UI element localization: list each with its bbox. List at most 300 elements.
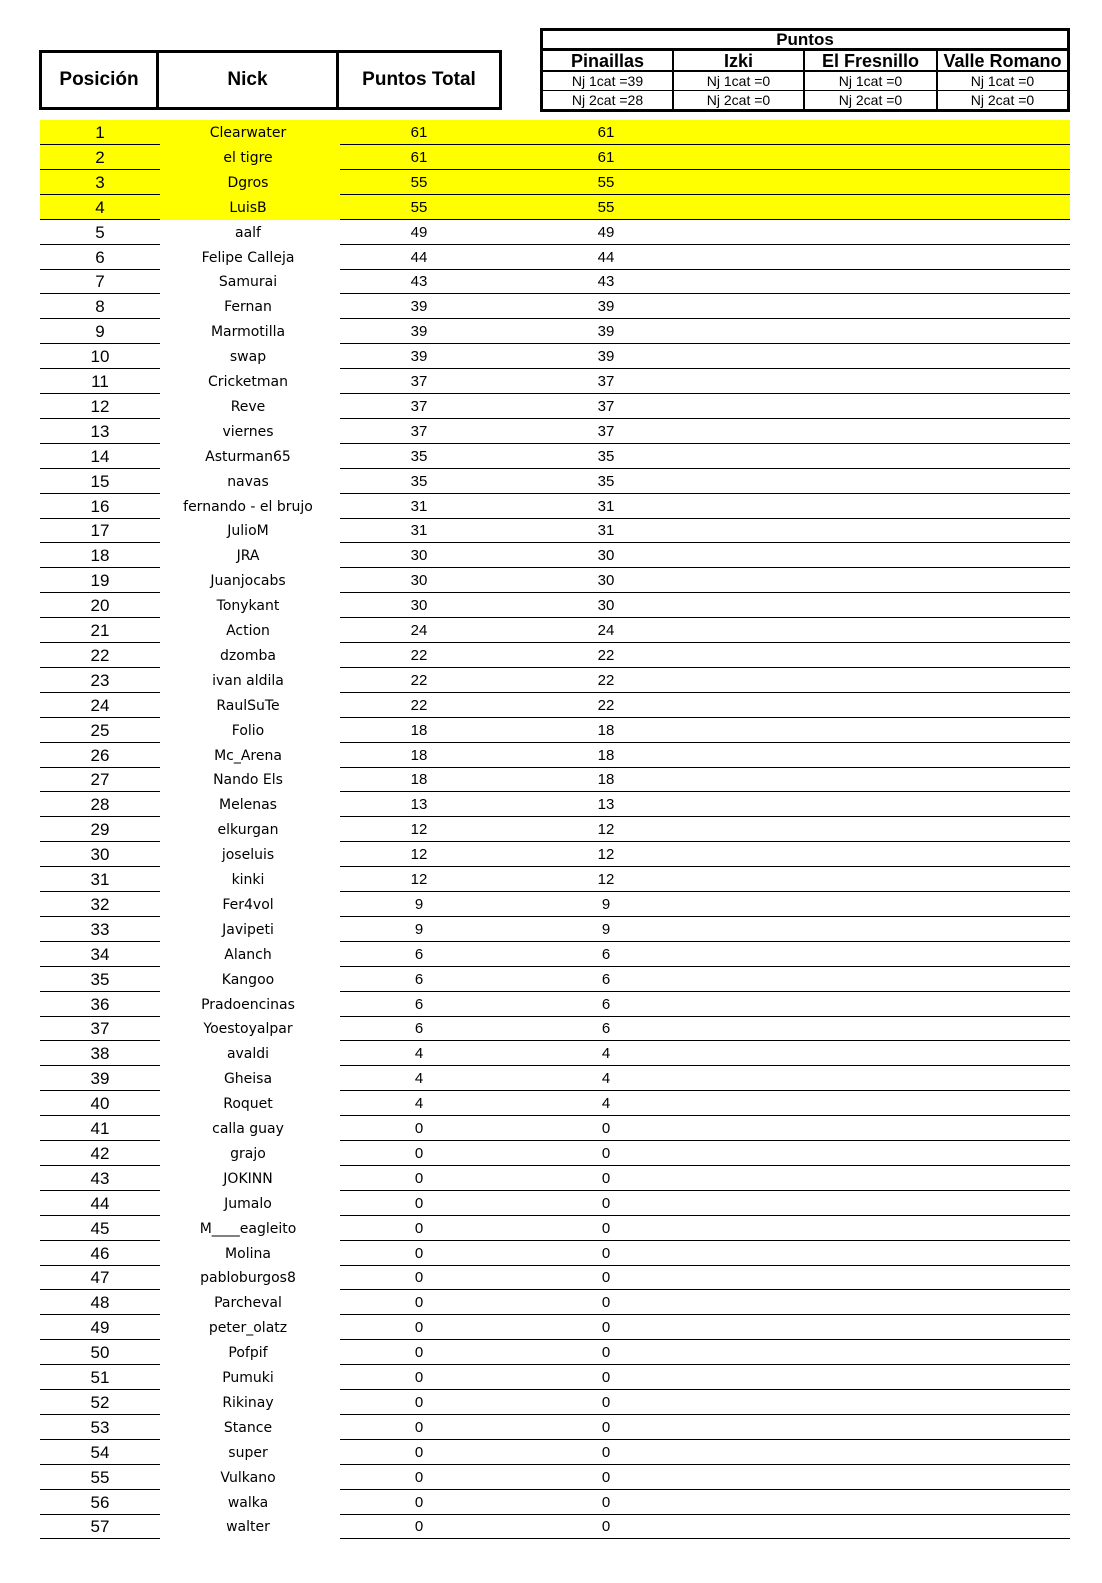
puntos-total-cell: 0 bbox=[414, 1344, 424, 1362]
puntos-total-cell: 37 bbox=[410, 422, 428, 440]
pinaillas-cell: 55 bbox=[597, 198, 615, 216]
puntos-total-cell: 30 bbox=[410, 547, 428, 565]
nick-cell: kinki bbox=[231, 872, 265, 888]
position-cell: 3 bbox=[95, 172, 105, 192]
venue-nj-2cat: Nj 2cat =28 bbox=[571, 92, 644, 108]
venue-name: Valle Romano bbox=[938, 51, 1067, 72]
puntos-total-cell: 0 bbox=[414, 1443, 424, 1461]
venue-izki bbox=[672, 51, 803, 109]
pinaillas-cell: 0 bbox=[601, 1493, 611, 1511]
nick-cell: Gheisa bbox=[223, 1071, 273, 1088]
position-cell: 5 bbox=[95, 222, 105, 242]
position-cell: 16 bbox=[90, 496, 110, 516]
pinaillas-cell: 18 bbox=[597, 721, 615, 739]
table-row bbox=[0, 1116, 1102, 1141]
position-cell: 28 bbox=[90, 795, 110, 815]
nick-cell: walka bbox=[227, 1494, 269, 1511]
position-cell: 47 bbox=[90, 1268, 110, 1288]
position-cell: 50 bbox=[90, 1343, 110, 1363]
nick-cell: Nando Els bbox=[213, 772, 283, 789]
nick-cell: Stance bbox=[223, 1419, 273, 1436]
position-cell: 44 bbox=[90, 1193, 110, 1213]
venue-nj-1cat: Nj 1cat =0 bbox=[674, 72, 803, 91]
nick-cell: Fer4vol bbox=[222, 896, 274, 913]
table-row bbox=[0, 1290, 1102, 1315]
puntos-total-cell: 22 bbox=[410, 646, 428, 664]
nick-cell: Alanch bbox=[224, 946, 272, 963]
venue-nj-2cat: Nj 2cat =0 bbox=[706, 92, 771, 108]
pinaillas-cell: 24 bbox=[597, 622, 615, 639]
puntos-total-cell: 0 bbox=[414, 1493, 424, 1511]
puntos-total-cell: 0 bbox=[414, 1169, 424, 1187]
table-row bbox=[0, 817, 1102, 842]
puntos-total-cell: 22 bbox=[410, 696, 428, 714]
puntos-total-cell: 9 bbox=[414, 895, 424, 913]
nick-cell: LuisB bbox=[229, 199, 267, 216]
puntos-total-cell: 0 bbox=[414, 1518, 424, 1536]
nick-cell: joseluis bbox=[221, 847, 275, 864]
puntos-total-cell: 0 bbox=[414, 1393, 424, 1411]
puntos-total-cell: 24 bbox=[410, 622, 428, 639]
position-cell: 49 bbox=[90, 1318, 110, 1338]
position-cell: 1 bbox=[95, 123, 105, 142]
nick-cell: Dgros bbox=[227, 174, 269, 191]
nick-cell: calla guay bbox=[212, 1121, 284, 1137]
position-cell: 7 bbox=[95, 272, 105, 292]
nick-cell: Reve bbox=[230, 398, 266, 415]
puntos-total-cell: 0 bbox=[414, 1468, 424, 1486]
nick-cell: Pradoencinas bbox=[201, 996, 295, 1013]
table-row bbox=[0, 917, 1102, 942]
table-row bbox=[0, 1016, 1102, 1041]
puntos-total-cell: 0 bbox=[414, 1219, 424, 1237]
pinaillas-cell: 43 bbox=[597, 273, 615, 291]
position-cell: 19 bbox=[90, 571, 110, 591]
pinaillas-cell: 37 bbox=[597, 397, 615, 415]
puntos-total-cell: 0 bbox=[414, 1120, 424, 1137]
nick-cell: el tigre bbox=[223, 149, 273, 166]
position-cell: 54 bbox=[90, 1442, 110, 1462]
position-cell: 4 bbox=[95, 197, 105, 217]
puntos-total-cell: 4 bbox=[414, 1095, 424, 1113]
position-cell: 10 bbox=[90, 347, 110, 367]
pinaillas-cell: 0 bbox=[601, 1219, 611, 1237]
nick-cell: Vulkano bbox=[220, 1469, 276, 1486]
table-row bbox=[0, 743, 1102, 768]
position-cell: 45 bbox=[90, 1218, 110, 1238]
header-puntos-total: Puntos Total bbox=[336, 50, 502, 110]
nick-cell: aalf bbox=[235, 224, 261, 241]
table-row bbox=[0, 369, 1102, 394]
pinaillas-cell: 39 bbox=[597, 348, 615, 366]
table-row bbox=[0, 1066, 1102, 1091]
position-cell: 25 bbox=[90, 720, 110, 740]
nick-cell: Kangoo bbox=[221, 971, 275, 988]
position-cell: 56 bbox=[90, 1492, 110, 1512]
position-cell: 39 bbox=[90, 1069, 110, 1089]
pinaillas-cell: 0 bbox=[601, 1319, 611, 1337]
puntos-total-cell: 0 bbox=[414, 1244, 424, 1262]
pinaillas-cell: 0 bbox=[601, 1294, 611, 1312]
puntos-total-cell: 61 bbox=[410, 124, 428, 141]
position-cell: 21 bbox=[90, 621, 110, 640]
pinaillas-cell: 0 bbox=[601, 1120, 611, 1137]
pinaillas-cell: 6 bbox=[601, 945, 611, 963]
nick-cell: Fernan bbox=[224, 299, 272, 316]
table-row bbox=[0, 1315, 1102, 1340]
pinaillas-cell: 22 bbox=[597, 671, 615, 689]
nick-cell: JulioM bbox=[227, 523, 269, 540]
pinaillas-cell: 30 bbox=[597, 572, 615, 590]
position-cell: 57 bbox=[90, 1517, 110, 1537]
table-row bbox=[0, 842, 1102, 867]
puntos-header bbox=[540, 28, 1070, 112]
table-row bbox=[0, 1191, 1102, 1216]
position-cell: 40 bbox=[90, 1094, 110, 1114]
position-cell: 42 bbox=[90, 1143, 110, 1163]
table-row bbox=[0, 220, 1102, 245]
table-row bbox=[0, 1216, 1102, 1241]
nick-cell: Marmotilla bbox=[210, 324, 286, 341]
nick-cell: Pofpif bbox=[228, 1345, 268, 1362]
table-row bbox=[0, 245, 1102, 270]
pinaillas-cell: 4 bbox=[601, 1070, 611, 1088]
pinaillas-cell: 0 bbox=[601, 1418, 611, 1436]
table-row bbox=[0, 593, 1102, 618]
table-row bbox=[0, 792, 1102, 817]
pinaillas-cell: 0 bbox=[601, 1169, 611, 1187]
position-cell: 13 bbox=[90, 421, 110, 441]
pinaillas-cell: 37 bbox=[597, 373, 615, 390]
pinaillas-cell: 6 bbox=[601, 970, 611, 988]
pinaillas-cell: 0 bbox=[601, 1144, 611, 1162]
table-row bbox=[0, 767, 1102, 792]
pinaillas-cell: 22 bbox=[597, 646, 615, 664]
puntos-total-cell: 22 bbox=[410, 671, 428, 689]
table-row bbox=[0, 1390, 1102, 1415]
position-cell: 43 bbox=[90, 1168, 110, 1188]
puntos-total-cell: 4 bbox=[414, 1045, 424, 1063]
table-row bbox=[0, 1340, 1102, 1365]
position-cell: 22 bbox=[90, 645, 110, 665]
pinaillas-cell: 0 bbox=[601, 1194, 611, 1212]
table-row bbox=[0, 518, 1102, 543]
nick-cell: Molina bbox=[225, 1245, 271, 1262]
nick-cell: Parcheval bbox=[214, 1295, 282, 1312]
table-row bbox=[0, 1440, 1102, 1465]
pinaillas-cell: 35 bbox=[597, 472, 615, 490]
table-row bbox=[0, 942, 1102, 967]
venue-el-fresnillo bbox=[803, 51, 936, 109]
nick-cell: ivan aldila bbox=[212, 672, 284, 689]
nick-cell: pabloburgos8 bbox=[200, 1270, 296, 1287]
table-row bbox=[0, 494, 1102, 519]
position-cell: 36 bbox=[90, 994, 110, 1014]
puntos-total-cell: 31 bbox=[410, 497, 428, 515]
nick-cell: Felipe Calleja bbox=[201, 249, 295, 266]
table-row bbox=[0, 444, 1102, 469]
table-row bbox=[0, 543, 1102, 568]
puntos-total-cell: 6 bbox=[414, 970, 424, 988]
pinaillas-cell: 0 bbox=[601, 1244, 611, 1262]
nick-cell: Mc_Arena bbox=[214, 747, 282, 764]
pinaillas-cell: 31 bbox=[597, 522, 615, 540]
nick-cell: Samurai bbox=[218, 274, 278, 291]
position-cell: 34 bbox=[90, 944, 110, 964]
pinaillas-cell: 55 bbox=[597, 173, 615, 191]
puntos-total-cell: 55 bbox=[410, 198, 428, 216]
table-row bbox=[0, 269, 1102, 294]
puntos-total-cell: 18 bbox=[410, 771, 428, 789]
table-row bbox=[0, 294, 1102, 319]
pinaillas-cell: 61 bbox=[597, 148, 615, 166]
position-cell: 17 bbox=[90, 521, 110, 541]
position-cell: 20 bbox=[90, 596, 110, 616]
table-row bbox=[0, 867, 1102, 892]
position-cell: 9 bbox=[95, 322, 105, 342]
table-row bbox=[0, 892, 1102, 917]
pinaillas-cell: 30 bbox=[597, 547, 615, 565]
venue-name: El Fresnillo bbox=[805, 51, 936, 72]
puntos-total-cell: 0 bbox=[414, 1269, 424, 1287]
nick-cell: Melenas bbox=[219, 797, 277, 814]
position-cell: 12 bbox=[90, 396, 110, 416]
puntos-total-cell: 39 bbox=[410, 348, 428, 366]
puntos-total-cell: 37 bbox=[410, 373, 428, 390]
puntos-total-cell: 55 bbox=[410, 173, 428, 191]
pinaillas-cell: 12 bbox=[597, 871, 615, 888]
pinaillas-cell: 9 bbox=[601, 920, 611, 938]
pinaillas-cell: 12 bbox=[597, 846, 615, 864]
puntos-total-cell: 30 bbox=[410, 572, 428, 590]
table-row bbox=[0, 469, 1102, 494]
venue-name: Pinaillas bbox=[543, 51, 672, 72]
puntos-total-cell: 0 bbox=[414, 1418, 424, 1436]
nick-cell: swap bbox=[229, 349, 267, 366]
venue-name: Izki bbox=[674, 51, 803, 72]
pinaillas-cell: 61 bbox=[597, 124, 615, 141]
pinaillas-cell: 0 bbox=[601, 1344, 611, 1362]
table-row bbox=[0, 1415, 1102, 1440]
table-row bbox=[0, 120, 1102, 145]
nick-cell: Cricketman bbox=[208, 374, 288, 390]
position-cell: 15 bbox=[90, 471, 110, 491]
table-row bbox=[0, 1091, 1102, 1116]
venue-nj-1cat: Nj 1cat =0 bbox=[938, 72, 1067, 91]
puntos-total-cell: 39 bbox=[410, 298, 428, 316]
position-cell: 52 bbox=[90, 1392, 110, 1412]
pinaillas-cell: 9 bbox=[601, 895, 611, 913]
nick-cell: JRA bbox=[236, 548, 260, 565]
position-cell: 24 bbox=[90, 695, 110, 715]
nick-cell: Roquet bbox=[223, 1096, 273, 1113]
pinaillas-cell: 0 bbox=[601, 1443, 611, 1461]
nick-cell: Jumalo bbox=[224, 1195, 272, 1212]
puntos-total-cell: 6 bbox=[414, 945, 424, 963]
table-row bbox=[0, 693, 1102, 718]
table-row bbox=[0, 319, 1102, 344]
nick-cell: M____eagleito bbox=[199, 1220, 297, 1237]
venue-nj-1cat: Nj 1cat =39 bbox=[543, 72, 672, 91]
nick-cell: navas bbox=[227, 473, 269, 490]
puntos-total-cell: 61 bbox=[410, 148, 428, 166]
table-row bbox=[0, 145, 1102, 170]
table-row bbox=[0, 1041, 1102, 1066]
pinaillas-cell: 0 bbox=[601, 1269, 611, 1287]
nick-cell: Action bbox=[226, 623, 270, 639]
puntos-total-cell: 4 bbox=[414, 1070, 424, 1088]
nick-cell: Javipeti bbox=[222, 921, 274, 938]
nick-cell: JOKINN bbox=[223, 1170, 273, 1187]
position-cell: 38 bbox=[90, 1044, 110, 1064]
puntos-total-cell: 37 bbox=[410, 397, 428, 415]
nick-cell: avaldi bbox=[226, 1046, 270, 1063]
position-cell: 53 bbox=[90, 1417, 110, 1437]
table-row bbox=[0, 1166, 1102, 1191]
table-row bbox=[0, 668, 1102, 693]
puntos-total-cell: 39 bbox=[410, 323, 428, 341]
position-cell: 14 bbox=[90, 446, 110, 466]
header-nick: Nick bbox=[156, 50, 339, 110]
puntos-title: Puntos bbox=[543, 31, 1067, 51]
position-cell: 33 bbox=[90, 919, 110, 939]
position-cell: 55 bbox=[90, 1467, 110, 1487]
nick-cell: grajo bbox=[230, 1145, 266, 1162]
pinaillas-cell: 4 bbox=[601, 1095, 611, 1113]
table-row bbox=[0, 1141, 1102, 1166]
table-row bbox=[0, 568, 1102, 593]
puntos-total-cell: 43 bbox=[410, 273, 428, 291]
puntos-total-cell: 35 bbox=[410, 447, 428, 465]
table-row bbox=[0, 967, 1102, 992]
position-cell: 6 bbox=[95, 247, 105, 267]
table-row bbox=[0, 344, 1102, 369]
header-posicion: Posición bbox=[39, 50, 159, 110]
nick-cell: Folio bbox=[231, 722, 265, 739]
table-row bbox=[0, 195, 1102, 220]
nick-cell: Juanjocabs bbox=[210, 573, 286, 590]
table-row bbox=[0, 1241, 1102, 1266]
table-row bbox=[0, 1514, 1102, 1539]
pinaillas-cell: 30 bbox=[597, 597, 615, 615]
puntos-total-cell: 31 bbox=[410, 522, 428, 540]
puntos-total-cell: 6 bbox=[414, 995, 424, 1013]
puntos-total-cell: 30 bbox=[410, 597, 428, 615]
pinaillas-cell: 18 bbox=[597, 771, 615, 789]
puntos-total-cell: 44 bbox=[410, 248, 428, 266]
table-row bbox=[0, 643, 1102, 668]
pinaillas-cell: 0 bbox=[601, 1393, 611, 1411]
nick-cell: super bbox=[228, 1444, 268, 1461]
position-cell: 41 bbox=[90, 1119, 110, 1138]
table-row bbox=[0, 992, 1102, 1017]
table-row bbox=[0, 718, 1102, 743]
nick-cell: Tonykant bbox=[216, 598, 280, 615]
nick-cell: dzomba bbox=[220, 647, 276, 664]
position-cell: 37 bbox=[90, 1019, 110, 1039]
puntos-total-cell: 9 bbox=[414, 920, 424, 938]
pinaillas-cell: 39 bbox=[597, 323, 615, 341]
position-cell: 26 bbox=[90, 745, 110, 765]
puntos-total-cell: 35 bbox=[410, 472, 428, 490]
table-row bbox=[0, 1490, 1102, 1515]
pinaillas-cell: 0 bbox=[601, 1369, 611, 1386]
nick-cell: RaulSuTe bbox=[216, 697, 280, 714]
venue-nj-1cat: Nj 1cat =0 bbox=[805, 72, 936, 91]
table-row bbox=[0, 419, 1102, 444]
nick-cell: peter_olatz bbox=[208, 1320, 288, 1337]
position-cell: 18 bbox=[90, 546, 110, 566]
pinaillas-cell: 12 bbox=[597, 821, 615, 839]
nick-cell: Asturman65 bbox=[205, 448, 291, 465]
position-cell: 51 bbox=[90, 1368, 110, 1387]
position-cell: 23 bbox=[90, 670, 110, 690]
nick-cell: Rikinay bbox=[222, 1394, 274, 1411]
nick-cell: elkurgan bbox=[217, 822, 279, 839]
puntos-total-cell: 0 bbox=[414, 1294, 424, 1312]
puntos-total-cell: 12 bbox=[410, 871, 428, 888]
puntos-total-cell: 0 bbox=[414, 1319, 424, 1337]
position-cell: 35 bbox=[90, 969, 110, 989]
table-row bbox=[0, 618, 1102, 643]
position-cell: 32 bbox=[90, 894, 110, 914]
nick-cell: walter bbox=[226, 1519, 270, 1536]
pinaillas-cell: 49 bbox=[597, 223, 615, 241]
pinaillas-cell: 13 bbox=[597, 796, 615, 814]
position-cell: 31 bbox=[90, 870, 110, 889]
pinaillas-cell: 35 bbox=[597, 447, 615, 465]
nick-cell: Clearwater bbox=[209, 125, 287, 141]
pinaillas-cell: 37 bbox=[597, 422, 615, 440]
pinaillas-cell: 44 bbox=[597, 248, 615, 266]
table-row bbox=[0, 1365, 1102, 1390]
table-row bbox=[0, 394, 1102, 419]
nick-cell: Pumuki bbox=[222, 1370, 274, 1386]
puntos-total-cell: 18 bbox=[410, 746, 428, 764]
position-cell: 46 bbox=[90, 1243, 110, 1263]
puntos-total-cell: 12 bbox=[410, 846, 428, 864]
puntos-total-cell: 0 bbox=[414, 1194, 424, 1212]
position-cell: 8 bbox=[95, 297, 105, 317]
puntos-total-cell: 49 bbox=[410, 223, 428, 241]
table-row bbox=[0, 1265, 1102, 1290]
venue-nj-2cat: Nj 2cat =0 bbox=[838, 92, 903, 108]
nick-cell: fernando - el brujo bbox=[183, 498, 313, 515]
puntos-total-cell: 12 bbox=[410, 821, 428, 839]
puntos-total-cell: 0 bbox=[414, 1144, 424, 1162]
puntos-total-cell: 0 bbox=[414, 1369, 424, 1386]
pinaillas-cell: 31 bbox=[597, 497, 615, 515]
table-row bbox=[0, 1465, 1102, 1490]
position-cell: 2 bbox=[95, 147, 105, 167]
position-cell: 48 bbox=[90, 1293, 110, 1313]
position-cell: 30 bbox=[90, 845, 110, 865]
position-cell: 29 bbox=[90, 820, 110, 840]
pinaillas-cell: 39 bbox=[597, 298, 615, 316]
venue-nj-2cat: Nj 2cat =0 bbox=[970, 92, 1035, 108]
puntos-total-cell: 6 bbox=[414, 1020, 424, 1038]
table-row bbox=[0, 170, 1102, 195]
pinaillas-cell: 0 bbox=[601, 1518, 611, 1536]
pinaillas-cell: 6 bbox=[601, 995, 611, 1013]
position-cell: 27 bbox=[90, 770, 110, 790]
nick-cell: viernes bbox=[222, 423, 274, 440]
pinaillas-cell: 0 bbox=[601, 1468, 611, 1486]
puntos-total-cell: 18 bbox=[410, 721, 428, 739]
nick-cell: Yoestoyalpar bbox=[203, 1021, 293, 1038]
puntos-total-cell: 13 bbox=[410, 796, 428, 814]
position-cell: 11 bbox=[91, 372, 109, 391]
